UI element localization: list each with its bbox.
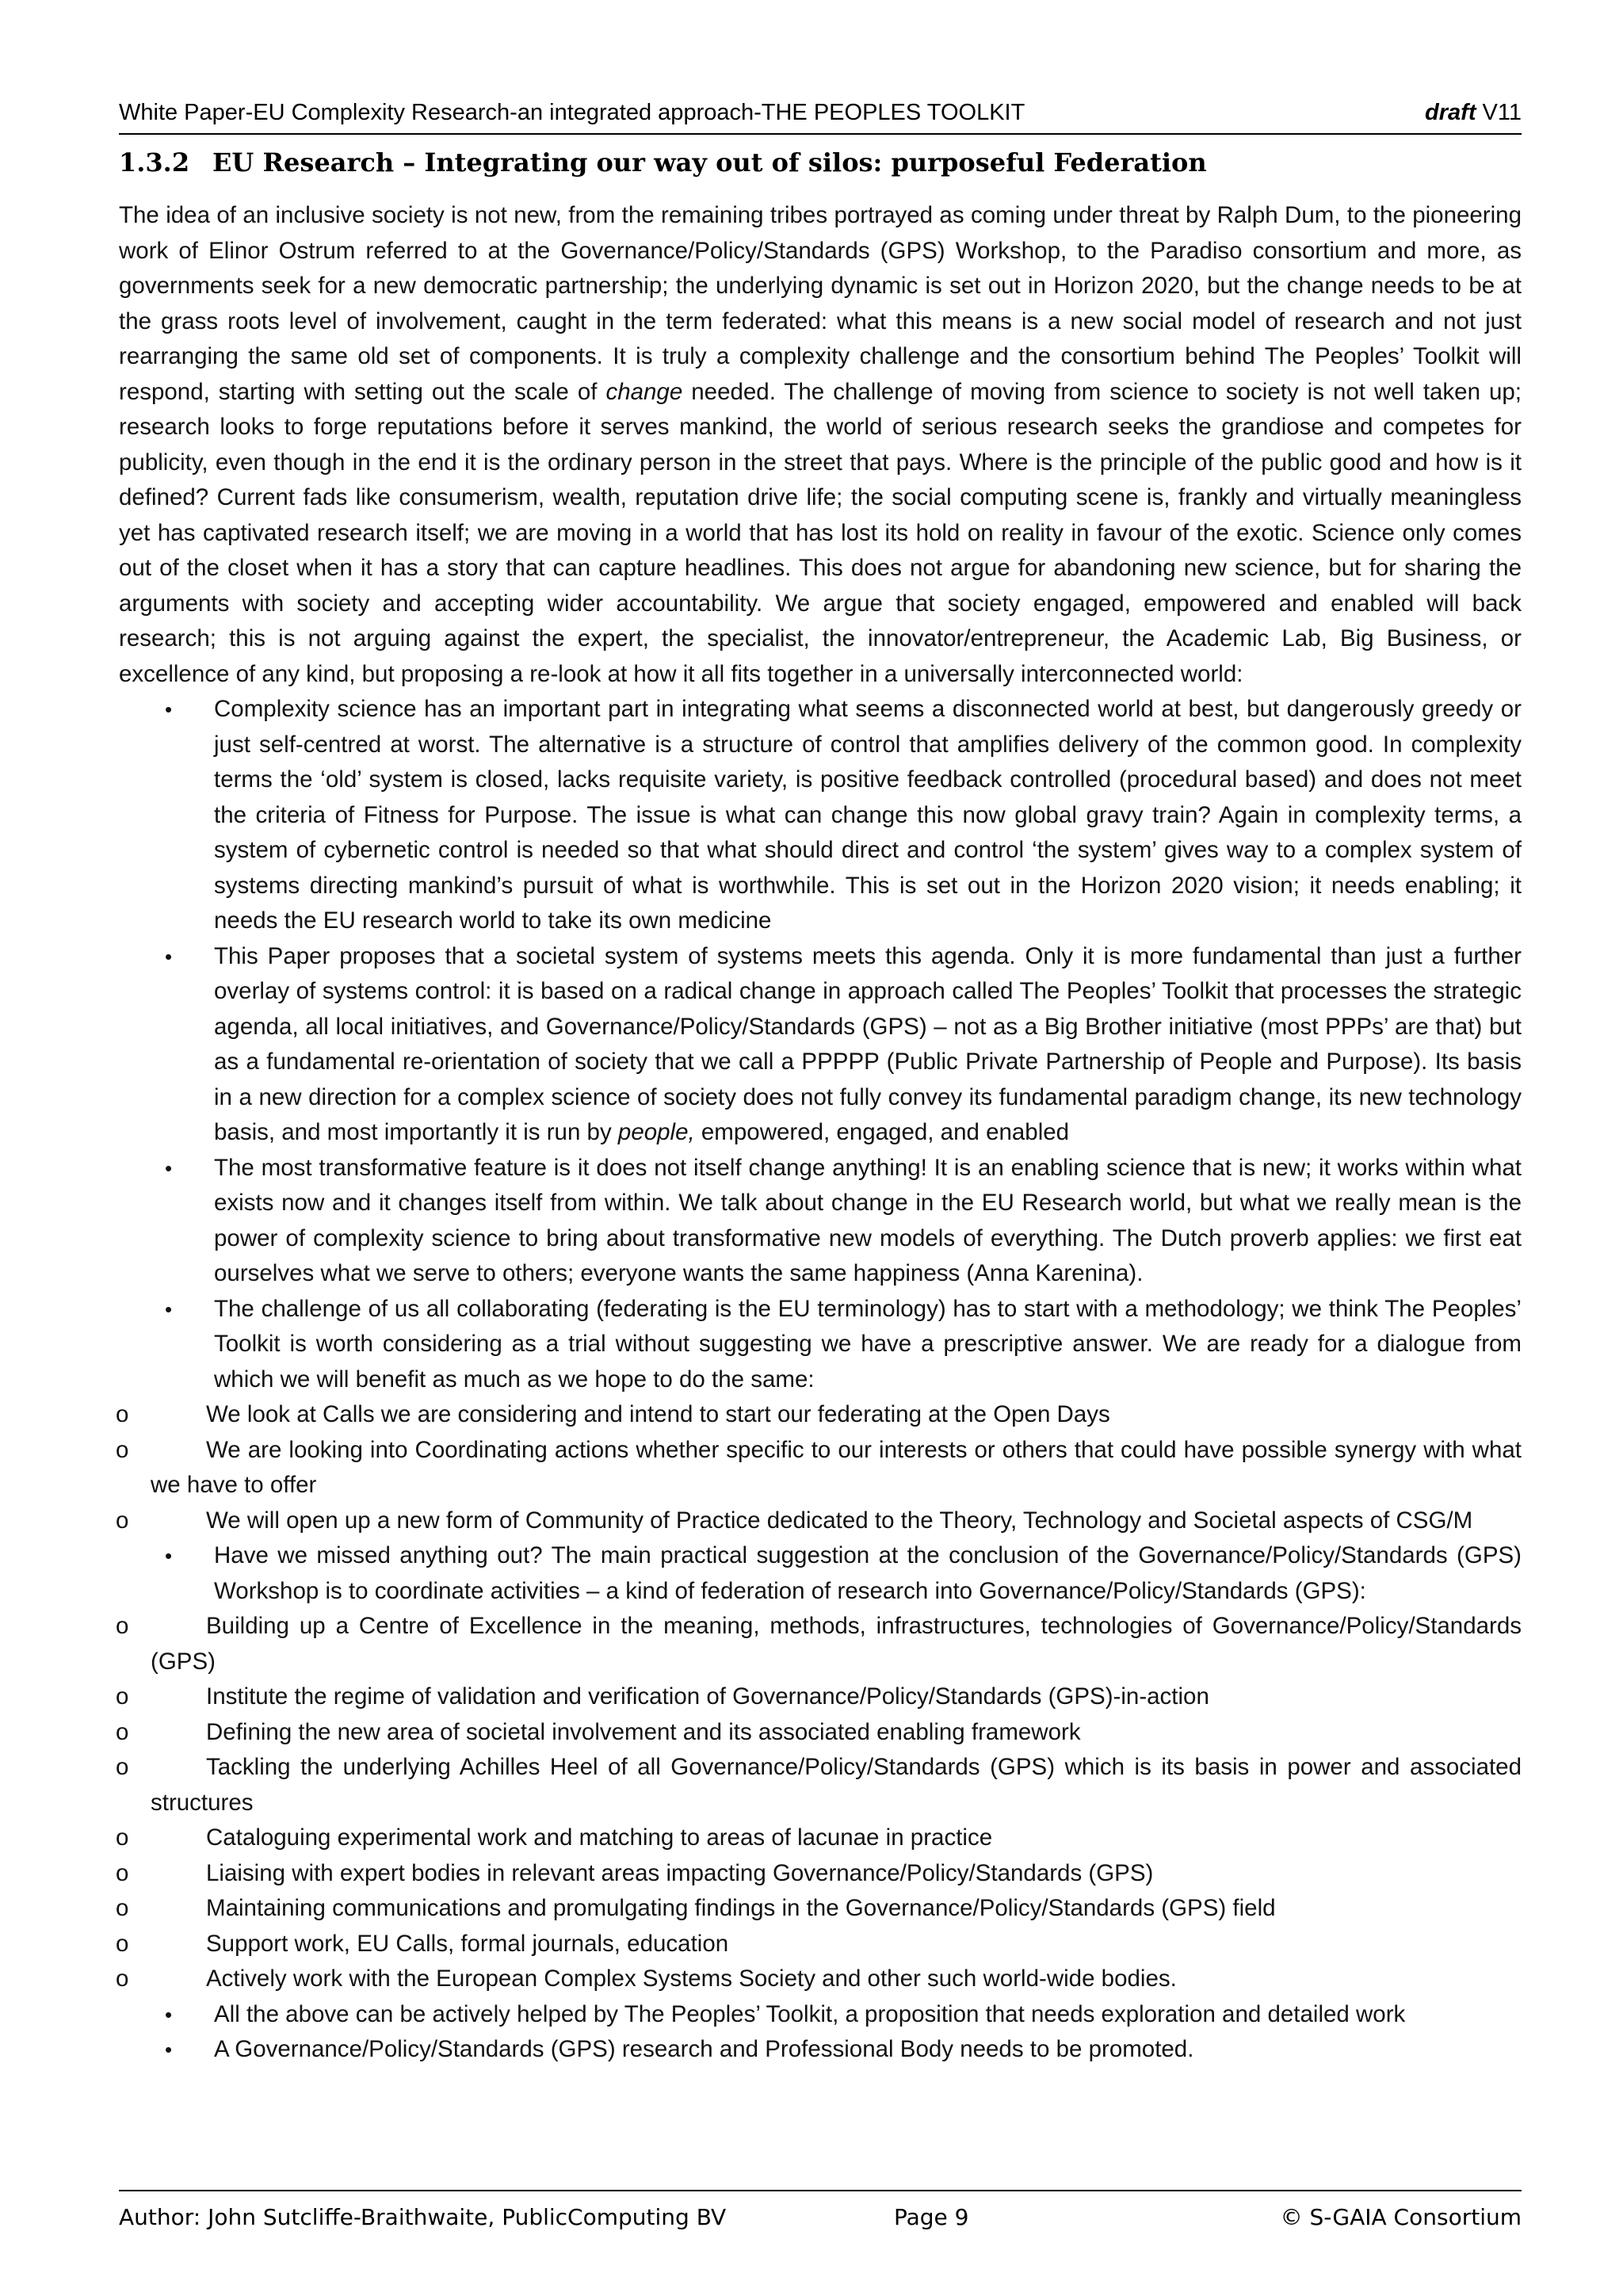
bullet-icon: •: [165, 2002, 173, 2027]
list-item: • Complexity science has an important part in integrating what seems a disconnected world at best, but dangerously greedy or just self-centred at worst. The alternative is a structure of control that amplifies delivery of the common good. In complexity terms the ‘old’ system is closed, lacks requisite variety, is positive feedback controlled (procedural based) and does not meet the criteria of Fitness for Purpose. The issue is what can change this now global gravy train? Again in complexity terms, a system of cybernetic control is needed so that what should direct and control ‘the system’ gives way to a complex system of systems directing mankind’s pursuit of what is worthwhile. This is set out in the Horizon 2020 vision; it needs enabling; it needs the EU research world to take its own medicine: [119, 692, 1522, 939]
list-item: • A Governance/Policy/Standards (GPS) research and Professional Body needs to be promoted.: [119, 2032, 1522, 2068]
sub-bullet-icon: o: [116, 1401, 129, 1427]
page-footer: [119, 2190, 1522, 2230]
bullet-icon: •: [165, 1156, 173, 1180]
sub-list-item: o We will open up a new form of Community of Practice dedicated to the Theory, Technology and Societal aspects of CSG/M: [95, 1503, 1522, 1539]
sub-bullet-icon: o: [116, 1966, 129, 1992]
sub-bullet-icon: o: [116, 1436, 129, 1463]
sub-bullet-icon: o: [116, 1718, 129, 1745]
header-version-number: V11: [1482, 100, 1522, 125]
footer-author: Author: John Sutcliffe-Braithwaite, PublicComputing BV: [119, 2204, 727, 2230]
header-title: White Paper-EU Complexity Research-an integrated approach-THE PEOPLES TOOLKIT: [119, 100, 1025, 125]
header-draft: draft: [1425, 100, 1476, 125]
emphasis-people: people,: [617, 1119, 695, 1145]
sub-bullet-icon: o: [116, 1754, 129, 1780]
sub-list-item: o Actively work with the European Complex Systems Society and other such world-wide bodies.: [95, 1962, 1522, 1997]
sub-list-item: o Tackling the underlying Achilles Heel of all Governance/Policy/Standards (GPS) which is its basis in power and associated structures: [95, 1750, 1522, 1820]
footer-page-number: Page 9: [894, 2204, 969, 2230]
sub-bullet-icon: o: [116, 1683, 129, 1710]
section-heading: [119, 147, 1207, 178]
bullet-icon: •: [165, 944, 173, 968]
sub-bullet-icon: o: [116, 1895, 129, 1921]
sub-list-item: o We are looking into Coordinating actions whether specific to our interests or others that could have possible synergy with what we have to offer: [95, 1433, 1522, 1503]
list-item: • All the above can be actively helped by The Peoples’ Toolkit, a proposition that needs exploration and detailed work: [119, 1997, 1522, 2033]
sub-list-item: o Maintaining communications and promulgating findings in the Governance/Policy/Standards (GPS) field: [95, 1891, 1522, 1927]
bullet-list: [116, 692, 1522, 2068]
bullet-icon: •: [165, 2038, 173, 2061]
bullet-icon: •: [165, 697, 173, 721]
list-item: • This Paper proposes that a societal system of systems meets this agenda. Only it is more fundamental than just a further overlay of systems control: it is based on a radical change in approach called The Peoples’ Toolkit that processes the strategic agenda, all local initiatives, and Governance/Policy/Standards (GPS) – not as a Big Brother initiative (most PPPs’ are that) but as a fundamental re-orientation of society that we call a PPPPP (Public Private Partnership of People and Purpose). Its basis in a new direction for a complex science of society does not fully convey its fundamental paradigm change, its new technology basis, and most importantly it is run by people, empowered, engaged, and enabled: [119, 939, 1522, 1151]
page-header: [119, 94, 1522, 135]
sub-bullet-icon: o: [116, 1859, 129, 1886]
list-item: • The challenge of us all collaborating (federating is the EU terminology) has to start with a methodology; we think The Peoples’ Toolkit is worth considering as a trial without suggesting we have a prescriptive answer. We are ready for a dialogue from which we will benefit as much as we hope to do the same: o We look at Calls we are considering and intend to start our federating at the Open Days o We are looking into Coordinating actions whether specific to our interests or others that could have possible synergy with what we have to offer o We will open up a new form of Community of Practice dedicated to the Theory, Technology and Societal aspects of CSG/M: [119, 1292, 1522, 1539]
section-title: EU Research – Integrating our way out of silos: purposeful Federation: [212, 147, 1207, 178]
sub-list-item: o Cataloguing experimental work and matching to areas of lacunae in practice: [95, 1820, 1522, 1856]
sub-list-item: o Liaising with expert bodies in relevant areas impacting Governance/Policy/Standards (GPS): [95, 1856, 1522, 1892]
bullet-icon: •: [165, 1297, 173, 1321]
sub-bullet-icon: o: [116, 1507, 129, 1534]
sub-list: [95, 1609, 1522, 1997]
sub-bullet-icon: o: [116, 1824, 129, 1851]
sub-list-item: o Support work, EU Calls, formal journals, education: [95, 1927, 1522, 1962]
intro-paragraph: The idea of an inclusive society is not new, from the remaining tribes portrayed as coming under threat by Ralph Dum, to the pioneering work of Elinor Ostrum referred to at the Governance/Policy/Standards (GPS) Workshop, to the Paradiso consortium and more, as governments seek for a new democratic partnership; the underlying dynamic is set out in Horizon 2020, but the change needs to be at the grass roots level of involvement, caught in the term federated: what this means is a new social model of research and not just rearranging the same old set of components. It is truly a complexity challenge and the consortium behind The Peoples’ Toolkit will respond, starting with setting out the scale of change needed. The challenge of moving from science to society is not well taken up; research looks to forge reputations before it serves mankind, the world of serious research seeks the grandiose and competes for publicity, even though in the end it is the ordinary person in the street that pays. Where is the principle of the public good and how is it defined? Current fads like consumerism, wealth, reputation drive life; the social computing scene is, frankly and virtually meaningless yet has captivated research itself; we are moving in a world that has lost its hold on reality in favour of the exotic. Science only comes out of the closet when it has a story that can capture headlines. This does not argue for abandoning new science, but for sharing the arguments with society and accepting wider accountability. We argue that society engaged, empowered and enabled will back research; this is not arguing against the expert, the specialist, the innovator/entrepreneur, the Academic Lab, Big Business, or excellence of any kind, but proposing a re-look at how it all fits together in a universally interconnected world:: [119, 202, 1522, 687]
list-item: • The most transformative feature is it does not itself change anything! It is an enabling science that is new; it works within what exists now and it changes itself from within. We talk about change in the EU Research world, but what we really mean is the power of complexity science to bring about transformative new models of everything. The Dutch proverb applies: we first eat ourselves what we serve to others; everyone wants the same happiness (Anna Karenina).: [119, 1151, 1522, 1292]
footer-copyright: © S-GAIA Consortium: [1280, 2204, 1522, 2230]
list-item: • Have we missed anything out? The main practical suggestion at the conclusion of the Governance/Policy/Standards (GPS) Workshop is to coordinate activities – a kind of federation of research into Governance/Policy/Standards (GPS): o Building up a Centre of Excellence in the meaning, methods, infrastructures, technologies of Governance/Policy/Standards (GPS) o Institute the regime of validation and verification of Governance/Policy/Standards (GPS)-in-action o Defining the new area of societal involvement and its associated enabling framework o Tackling the underlying Achilles Heel of all Governance/Policy/Standards (GPS) which is its basis in power and associated structures o Cataloguing experimental work and matching to areas of lacunae in practice o Liaising with expert bodies in relevant areas impacting Governance/Policy/Standards (GPS) o Maintaining communications and promulgating findings in the Governance/Policy/Standards (GPS) field o Support work, EU Calls, formal journals, education o Actively work with the European Complex Systems Society and other such world-wide bodies.: [119, 1538, 1522, 1997]
sub-bullet-icon: o: [116, 1930, 129, 1957]
bullet-icon: •: [165, 1544, 173, 1568]
body-content: [116, 198, 1522, 2068]
sub-bullet-icon: o: [116, 1613, 129, 1639]
sub-list-item: o Defining the new area of societal involvement and its associated enabling framework: [95, 1715, 1522, 1751]
sub-list: [95, 1397, 1522, 1538]
sub-list-item: o We look at Calls we are considering and intend to start our federating at the Open Days: [95, 1397, 1522, 1433]
emphasis-change: change: [605, 378, 683, 405]
section-number: 1.3.2: [119, 147, 190, 178]
sub-list-item: o Building up a Centre of Excellence in the meaning, methods, infrastructures, technologies of Governance/Policy/Standards (GPS): [95, 1609, 1522, 1679]
sub-list-item: o Institute the regime of validation and verification of Governance/Policy/Standards (GPS)-in-action: [95, 1679, 1522, 1715]
header-version: [1425, 100, 1522, 126]
